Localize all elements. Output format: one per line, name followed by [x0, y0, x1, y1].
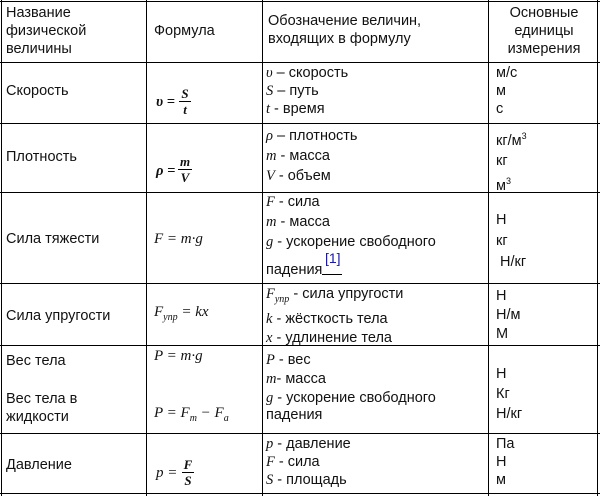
unit-value: $кг/м^3$	[496, 131, 527, 149]
header-units	[496, 4, 592, 58]
unit-value: Н	[496, 288, 507, 304]
notation-speed	[266, 64, 348, 118]
header-units-line: измерения	[507, 41, 581, 57]
column-divider	[488, 0, 489, 496]
unit-value: Н/кг	[500, 254, 527, 270]
row-divider	[0, 493, 600, 494]
notation-line: S - площадь	[266, 472, 347, 488]
notation-line: V - объем	[266, 168, 331, 184]
fraction-numerator: S	[181, 86, 189, 101]
footnote-underline	[322, 262, 342, 280]
row-name-gravity: Сила тяжести	[6, 231, 100, 247]
notation-line: $F_{упр}$ - сила упругости	[266, 286, 404, 305]
notation-line: k - жёсткость тела	[266, 310, 388, 327]
header-name-line: физической	[6, 23, 87, 39]
formula-speed-fraction	[179, 80, 191, 120]
formula-speed-lhs: υ =	[156, 94, 175, 110]
units-elastic	[496, 287, 520, 343]
fraction-denominator: S	[184, 473, 192, 488]
row-divider	[0, 62, 600, 63]
units-gravity	[496, 211, 526, 271]
notation-line: x - удлинение тела	[266, 329, 392, 346]
header-name	[6, 4, 86, 58]
units-pressure	[496, 435, 515, 489]
fraction-denominator: V	[180, 170, 190, 185]
unit-value: Н	[496, 366, 507, 382]
row-name-weight: Вес тела	[6, 353, 66, 369]
formula-elastic: $F_{упр}$ = kx	[154, 304, 209, 323]
formula-gravity: F = m·g	[154, 231, 203, 247]
unit-value: с	[496, 101, 504, 117]
table-border	[597, 0, 598, 496]
formula-density-lhs: ρ =	[156, 163, 176, 179]
notation-pressure	[266, 435, 351, 489]
unit-value: м	[496, 83, 506, 99]
unit-value: $м^3$	[496, 175, 511, 194]
unit-value: М	[496, 326, 509, 342]
notation-line: g - ускорение свободного	[266, 390, 436, 406]
header-name-line: Название	[6, 5, 71, 21]
units-speed	[496, 64, 517, 118]
row-divider	[0, 433, 600, 434]
column-divider	[146, 0, 147, 496]
unit-value: м/с	[496, 65, 518, 81]
notation-elastic	[266, 285, 403, 347]
notation-gravity	[266, 193, 436, 251]
notation-line: υ – скорость	[266, 65, 349, 81]
unit-value: Н/кг	[496, 406, 523, 422]
notation-text: падения	[266, 262, 323, 278]
notation-line: P - вес	[266, 352, 311, 368]
fraction-numerator: m	[179, 154, 191, 169]
row-name-weight-liquid	[6, 390, 77, 426]
header-units-line: Основные	[509, 5, 579, 21]
notation-line: p - давление	[266, 436, 351, 452]
fraction-denominator: t	[183, 102, 187, 117]
unit-value: Н/м	[496, 307, 521, 323]
unit-value: м	[496, 472, 506, 488]
notation-line: t - время	[266, 101, 325, 117]
notation-line: g - ускорение свободного	[266, 234, 436, 250]
row-name-elastic: Сила упругости	[6, 308, 111, 324]
row-name-pressure: Давление	[6, 457, 72, 473]
unit-value: Па	[496, 436, 515, 452]
formula-pressure-fraction	[182, 451, 194, 491]
row-divider	[0, 283, 600, 284]
header-notation-line: входящих в формулу	[268, 31, 411, 47]
notation-line: падения	[266, 407, 323, 423]
notation-line: m - масса	[266, 214, 330, 230]
header-notation-line: Обозначение величин,	[268, 13, 422, 29]
notation-line: m- масса	[266, 371, 326, 387]
header-units-line: единицы	[514, 23, 574, 39]
unit-value: кг	[496, 152, 508, 169]
header-notation	[268, 12, 421, 48]
units-weight	[496, 365, 522, 423]
formula-weight-liquid: $P = F_т - F_а$	[154, 405, 229, 424]
row-name-line: жидкости	[6, 409, 69, 425]
header-formula: Формула	[154, 23, 215, 39]
formula-weight: P = m·g	[154, 348, 203, 364]
footnote-link[interactable]: [1]	[325, 250, 341, 266]
unit-value: Н	[496, 454, 507, 470]
unit-value: Кг	[496, 386, 510, 402]
unit-value: кг	[496, 233, 508, 249]
notation-weight	[266, 351, 436, 424]
notation-density	[266, 127, 357, 185]
column-divider	[262, 0, 263, 496]
unit-value: Н	[496, 212, 507, 228]
fraction-numerator: F	[183, 457, 193, 472]
notation-line: F - сила	[266, 454, 320, 470]
notation-line: m - масса	[266, 148, 330, 164]
row-name-density: Плотность	[6, 149, 77, 165]
row-name-speed: Скорость	[6, 83, 69, 99]
formula-pressure-lhs: p =	[156, 465, 178, 481]
formula-density-fraction	[178, 148, 192, 188]
row-divider	[0, 123, 600, 124]
notation-line: ρ – плотность	[266, 128, 358, 144]
table-border	[1, 0, 2, 496]
notation-line	[266, 261, 322, 279]
notation-line: S – путь	[266, 83, 319, 99]
row-name-line: Вес тела в	[6, 391, 78, 407]
row-divider	[0, 1, 600, 2]
header-name-line: величины	[6, 41, 72, 57]
notation-line: F - сила	[266, 194, 320, 210]
units-density	[496, 127, 527, 195]
